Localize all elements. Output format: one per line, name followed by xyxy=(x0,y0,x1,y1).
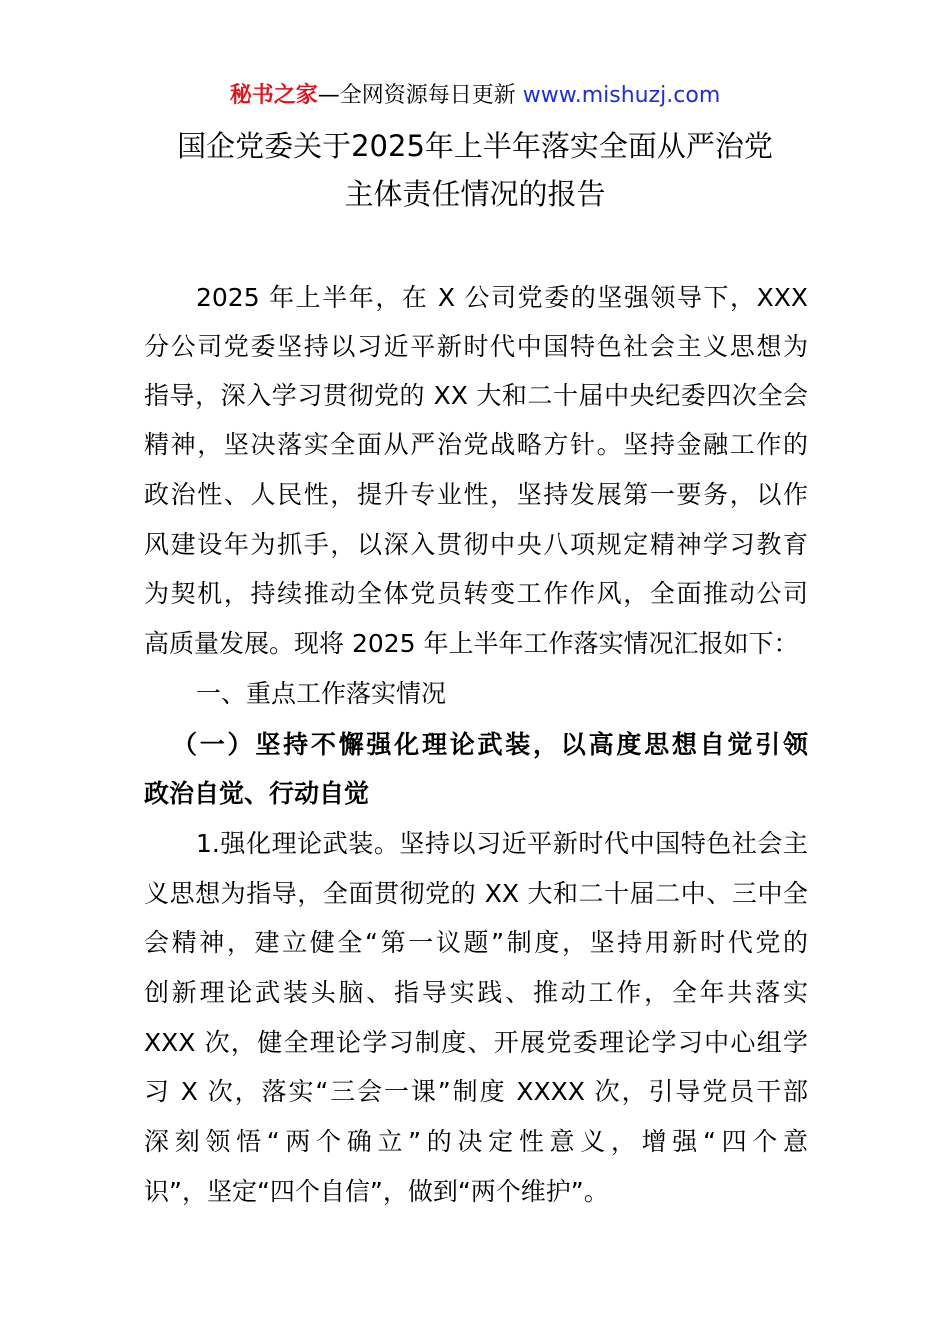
subsection-heading-line-1: （一）坚持不懈强化理论武装，以高度思想自觉引领 xyxy=(172,730,808,759)
paragraph-2-line: 义思想为指导，全面贯彻党的 XX 大和二十届二中、三中全 xyxy=(144,879,808,908)
paragraph-2-line: 创新理论武装头脑、指导实践、推动工作，全年共落实 xyxy=(144,978,808,1007)
paragraph-2-line: 深刻领悟“两个确立”的决定性意义，增强“四个意 xyxy=(144,1127,808,1156)
site-header xyxy=(0,80,950,112)
document-title-line-2: 主体责任情况的报告 xyxy=(344,177,606,211)
paragraph-1-line: 为契机，持续推动全体党员转变工作作风，全面推动公司 xyxy=(144,579,808,608)
paragraph-1-line: 精神，坚决落实全面从严治党战略方针。坚持金融工作的 xyxy=(144,430,808,459)
paragraph-1-line: 风建设年为抓手，以深入贯彻中央八项规定精神学习教育 xyxy=(144,530,808,559)
subsection-heading-line-2: 政治自觉、行动自觉 xyxy=(144,779,370,808)
paragraph-2-line: XXX 次，健全理论学习制度、开展党委理论学习中心组学 xyxy=(144,1028,808,1057)
document-title-line-1: 国企党委关于2025年上半年落实全面从严治党 xyxy=(177,129,773,163)
paragraph-2-line: 会精神，建立健全“第一议题”制度，坚持用新时代党的 xyxy=(144,928,808,957)
paragraph-1-line: 高质量发展。现将 2025 年上半年工作落实情况汇报如下： xyxy=(144,629,799,658)
paragraph-1-line: 分公司党委坚持以习近平新时代中国特色社会主义思想为 xyxy=(144,332,808,361)
paragraph-2-line: 习 X 次，落实“三会一课”制度 XXXX 次，引导党员干部 xyxy=(144,1077,808,1106)
paragraph-2-line: 1.强化理论武装。坚持以习近平新时代中国特色社会主 xyxy=(196,829,808,858)
site-brand: 秘书之家 xyxy=(229,83,318,108)
site-url-link[interactable]: www.mishuzj.com xyxy=(522,83,721,108)
paragraph-1-line: 政治性、人民性，提升专业性，坚持发展第一要务，以作 xyxy=(144,480,808,509)
site-tagline: —全网资源每日更新 xyxy=(317,83,523,108)
section-heading: 一、重点工作落实情况 xyxy=(196,679,447,708)
paragraph-1-line: 指导，深入学习贯彻党的 XX 大和二十届中央纪委四次全会 xyxy=(144,381,808,410)
paragraph-2-line: 识”，坚定“四个自信”，做到“两个维护”。 xyxy=(144,1177,609,1206)
paragraph-1-line: 2025 年上半年，在 X 公司党委的坚强领导下，XXX xyxy=(196,283,808,312)
